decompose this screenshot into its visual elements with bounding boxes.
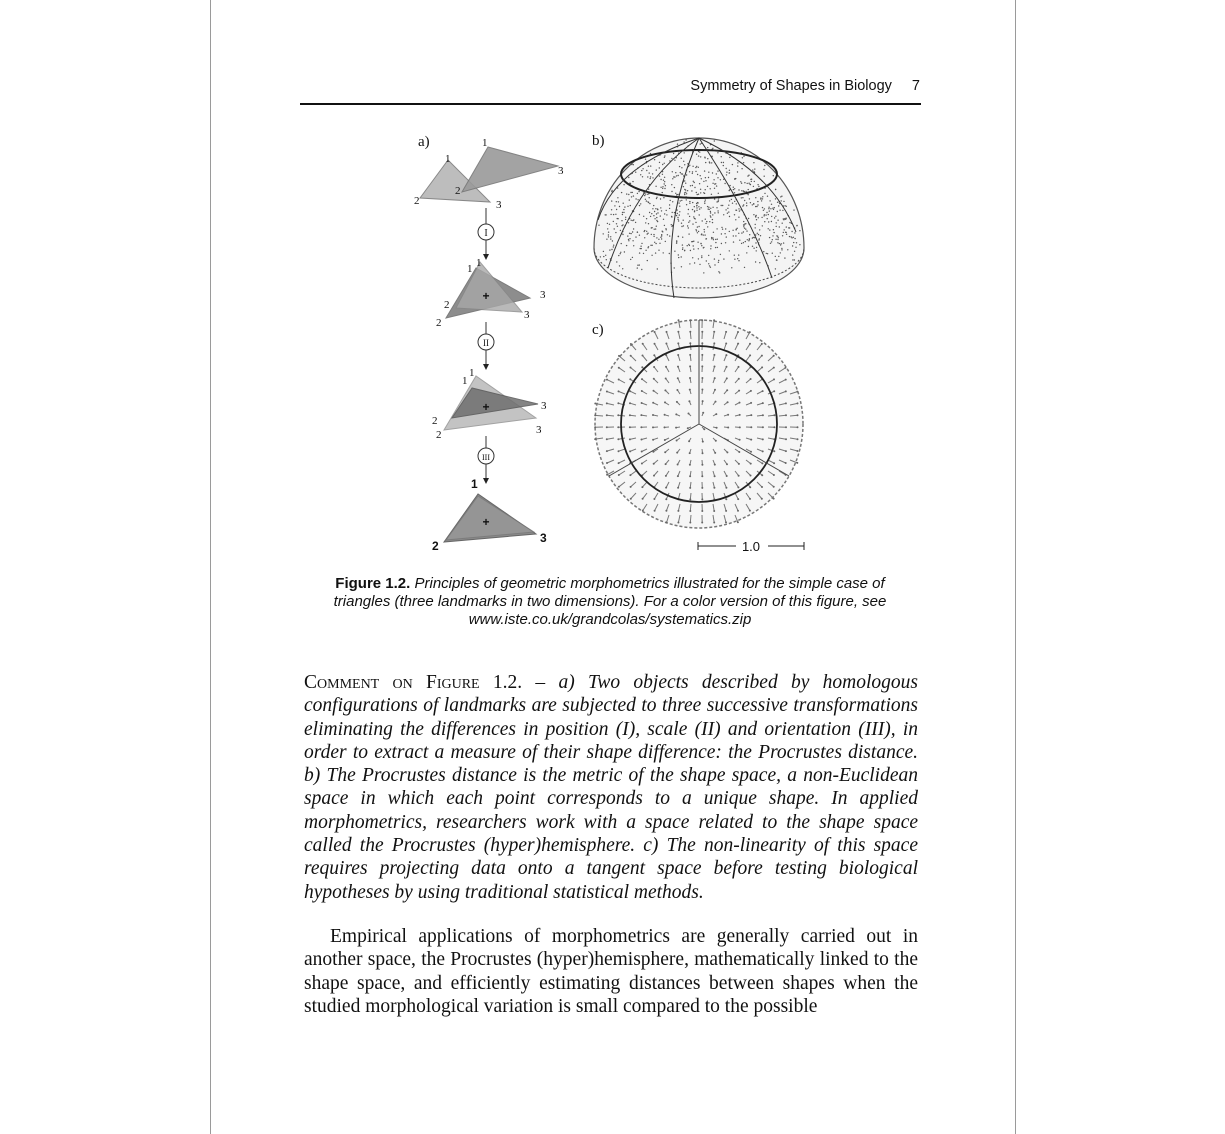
landmark-label-1: 1 [476,257,482,269]
panel-b-label: b) [592,133,605,149]
landmark-label-1: 1 [469,367,475,379]
running-head [300,78,920,94]
landmark-label-3: 3 [541,400,547,412]
step-arrow-III [478,436,494,484]
panel-a [414,134,564,553]
landmark-label-3: 3 [524,309,530,321]
figure-comment [304,671,918,904]
figure-caption [330,575,890,629]
triangles-after-position [436,257,546,329]
step-arrow-I [478,208,494,260]
landmark-label-3: 3 [540,531,547,545]
step-label-I: I [484,228,488,239]
landmark-label-3: 3 [558,165,564,177]
landmark-label-3: 3 [536,424,542,436]
triangles-after-rotation [432,477,547,553]
landmark-label-1: 1 [467,263,473,275]
landmark-label-1: 1 [471,477,478,491]
centroid-mark: + [482,289,490,303]
page-edge-left [210,0,211,1134]
figure-1-2 [400,122,820,562]
landmark-label-1: 1 [445,153,451,165]
landmark-label-2: 2 [436,429,442,441]
panel-b [592,133,804,298]
scale-bar [698,539,804,554]
header-rule [300,103,921,105]
landmark-label-1: 1 [462,375,468,387]
panel-c [592,319,804,554]
page-number: 7 [911,78,920,94]
landmark-label-2: 2 [432,415,438,427]
panel-c-label: c) [592,322,604,338]
running-head-title: Symmetry of Shapes in Biology [690,78,892,94]
figure-graphic [400,122,820,562]
centroid-mark: + [482,400,490,414]
triangle-object-2 [462,147,558,192]
step-label-III: III [482,453,490,462]
comment-text: a) Two objects described by homologous configurations of landmarks are subjected to three successive transformations eliminating the differences in position (I), scale (II) and orientation (III), in order to extract a measure of their shape difference: the Procrustes distance. b) The Procrustes distance is the metric of the shape space, a non-Euclidean space in which each point corresponds to a unique shape. In applied morphometrics, researchers work with a space related to the shape space called the Procrustes (hyper)hemisphere. c) The non-linearity of this space requires projecting data onto a tangent space before testing biological hypotheses by using traditional statistical methods. [304,672,919,903]
panel-a-label: a) [418,134,430,150]
centroid-mark: + [482,515,490,529]
landmark-label-2: 2 [455,185,461,197]
landmark-label-2: 2 [414,195,420,207]
triangles-initial [414,137,564,211]
step-arrow-II [478,322,494,370]
procrustes-hemisphere [594,138,804,298]
tangent-projection-disc [594,319,803,528]
landmark-label-1: 1 [482,137,488,149]
landmark-label-2: 2 [444,299,450,311]
step-label-II: II [483,338,489,348]
caption-text: Principles of geometric morphometrics illustrated for the simple case of triangles (three landmarks in two dimensions). For a color version of this figure, see www.iste.co.uk/grandcolas/systematics.zip [333,575,887,628]
page-edge-right [1015,0,1016,1134]
body-paragraph: Empirical applications of morphometrics are generally carried out in another space, the Procrustes (hyper)hemisphere, mathematically linked to the shape space, and efficiently estimating distances between shapes when the studied morphological variation is small compared to the possible [304,926,918,1017]
comment-dash: – [535,672,546,693]
triangles-after-scale [432,367,547,441]
landmark-label-3: 3 [540,289,546,301]
landmark-label-2: 2 [432,539,439,553]
landmark-label-3: 3 [496,199,502,211]
caption-label: Figure 1.2. [335,575,411,592]
scale-bar-label: 1.0 [741,539,761,554]
comment-label: Comment on Figure 1.2. [304,672,523,693]
landmark-label-2: 2 [436,317,442,329]
